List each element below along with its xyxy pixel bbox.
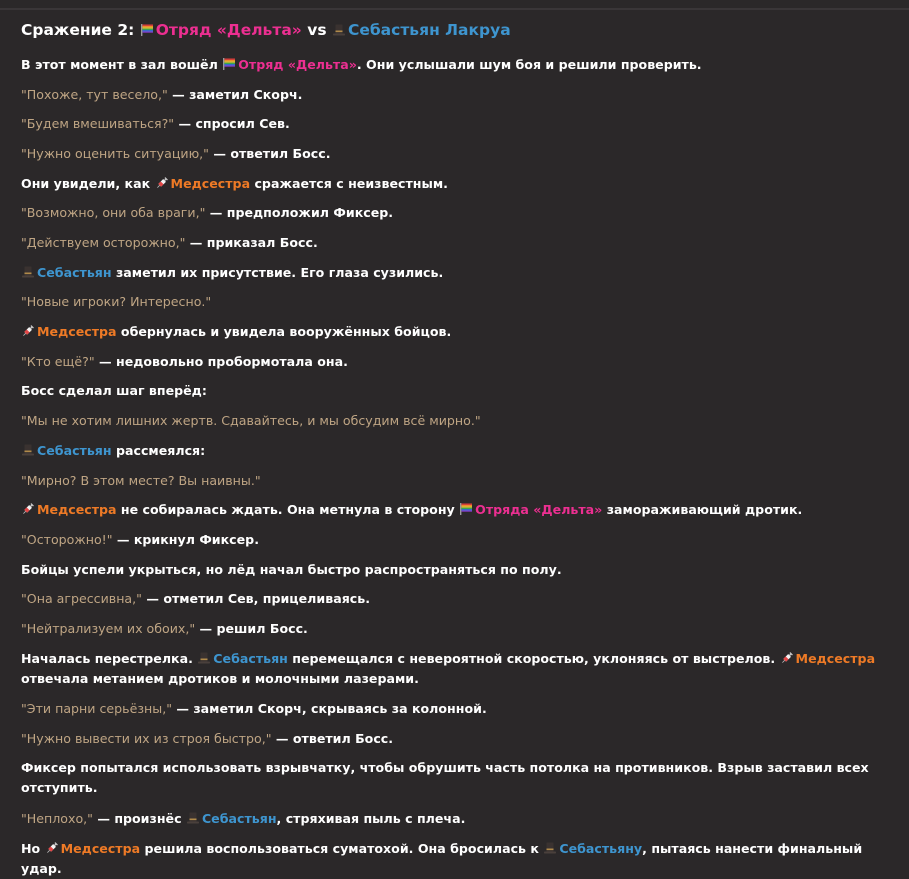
battle-number: Сражение 2: — [21, 21, 135, 39]
sebastian-name: Себастьян Лакруа — [347, 21, 511, 39]
log-line — [21, 530, 893, 550]
log-line — [21, 619, 893, 639]
quote-text: "Возможно, они оба враги," — [21, 205, 206, 220]
log-line — [21, 352, 893, 372]
sebastian-name: Себастьян — [213, 651, 288, 666]
quote-text: "Кто ещё?" — [21, 354, 95, 369]
log-text: — предположил Фиксер. — [205, 205, 394, 220]
log-line — [21, 758, 893, 798]
quote-text: "Будем вмешиваться?" — [21, 116, 175, 131]
top-hat-icon — [543, 841, 557, 855]
log-text: решила воспользоваться суматохой. Она бросилась к — [140, 841, 539, 856]
log-text: — недовольно пробормотала она. — [94, 354, 348, 369]
sebastian-name: Себастьян — [37, 265, 112, 280]
log-line — [21, 85, 893, 105]
log-line — [21, 699, 893, 719]
battle-log — [21, 19, 893, 876]
log-text: Бойцы успели укрыться, но лёд начал быстро распространяться по полу. — [21, 562, 562, 577]
nurse-name: Медсестра — [60, 841, 141, 856]
log-text: отвечала метанием дротиков и молочными лазерами. — [21, 671, 419, 686]
log-line — [21, 292, 893, 312]
log-line — [21, 55, 893, 75]
log-text: Фиксер попытался использовать взрывчатку, чтобы обрушить часть потолка на противников. Взрыв заставил всех отступить. — [21, 760, 869, 795]
log-text: не собиралась ждать. Она метнула в сторону — [116, 502, 455, 517]
log-line — [21, 203, 893, 223]
team-delta-name: Отряд «Дельта» — [238, 57, 357, 72]
sebastian-name: Себастьян — [37, 443, 112, 458]
log-line — [21, 729, 893, 749]
rainbow-flag-icon — [140, 23, 154, 37]
top-hat-icon — [197, 651, 211, 665]
top-hat-icon — [21, 265, 35, 279]
log-text: — отметил Сев, прицеливаясь. — [141, 591, 370, 606]
log-text: , пытаясь нанести финальный удар. — [21, 841, 863, 876]
top-divider — [0, 8, 909, 10]
log-text: Но — [21, 841, 41, 856]
log-text: В этот момент в зал вошёл — [21, 57, 218, 72]
battle-heading — [21, 19, 893, 41]
log-line — [21, 839, 893, 879]
syringe-icon — [45, 841, 59, 855]
team-delta-name: Отряда «Дельта» — [475, 502, 603, 517]
log-line — [21, 263, 893, 283]
quote-text: "Новые игроки? Интересно." — [21, 294, 212, 309]
log-line — [21, 809, 893, 829]
top-hat-icon — [21, 443, 35, 457]
quote-text: "Нужно вывести их из строя быстро," — [21, 731, 272, 746]
syringe-icon — [155, 176, 169, 190]
log-line — [21, 322, 893, 342]
log-text: — заметил Скорч, скрываясь за колонной. — [171, 701, 487, 716]
log-text: замораживающий дротик. — [602, 502, 803, 517]
syringe-icon — [21, 324, 35, 338]
log-line — [21, 233, 893, 253]
syringe-icon — [21, 502, 35, 516]
nurse-name: Медсестра — [170, 176, 251, 191]
log-line — [21, 381, 893, 401]
log-text: обернулась и увидела вооружённых бойцов. — [116, 324, 452, 339]
rainbow-flag-icon — [222, 57, 236, 71]
log-text: . Они услышали шум боя и решили проверить. — [356, 57, 702, 72]
log-line — [21, 114, 893, 134]
log-text: сражается с неизвестным. — [250, 176, 448, 191]
log-line — [21, 441, 893, 461]
log-text: — спросил Сев. — [174, 116, 290, 131]
sebastian-name: Себастьян — [201, 811, 277, 826]
log-line — [21, 500, 893, 520]
nurse-name: Медсестра — [795, 651, 876, 666]
quote-text: "Она агрессивна," — [21, 591, 142, 606]
sebastian-name: Себастьяну — [559, 841, 643, 856]
log-text: перемещался с невероятной скоростью, уклоняясь от выстрелов. — [287, 651, 776, 666]
log-line — [21, 649, 893, 689]
log-text: — ответил Босс. — [208, 146, 331, 161]
log-text: Началась перестрелка. — [21, 651, 193, 666]
syringe-icon — [780, 651, 794, 665]
log-line — [21, 589, 893, 609]
log-text: Они увидели, как — [21, 176, 151, 191]
quote-text: "Действуем осторожно," — [21, 235, 186, 250]
top-hat-icon — [186, 811, 200, 825]
top-hat-icon — [332, 23, 346, 37]
log-line — [21, 174, 893, 194]
quote-text: "Мирно? В этом месте? Вы наивны." — [21, 473, 261, 488]
nurse-name: Медсестра — [37, 502, 117, 517]
log-text: — решил Босс. — [195, 621, 308, 636]
log-text: — ответил Босс. — [271, 731, 394, 746]
quote-text: "Нейтрализуем их обоих," — [21, 621, 196, 636]
quote-text: "Нужно оценить ситуацию," — [21, 146, 209, 161]
log-text: — произнёс — [92, 811, 182, 826]
quote-text: "Неплохо," — [21, 811, 93, 826]
quote-text: "Осторожно!" — [21, 532, 113, 547]
log-text: Босс сделал шаг вперёд: — [21, 383, 207, 398]
log-text: — заметил Скорч. — [167, 87, 303, 102]
log-line — [21, 411, 893, 431]
quote-text: "Эти парни серьёзны," — [21, 701, 172, 716]
quote-text: "Мы не хотим лишних жертв. Сдавайтесь, и мы обсудим всё мирно." — [21, 413, 481, 428]
team-delta-name: Отряд «Дельта» — [155, 21, 302, 39]
log-text: рассмеялся: — [111, 443, 206, 458]
log-line — [21, 471, 893, 491]
log-text: , стряхивая пыль с плеча. — [276, 811, 466, 826]
rainbow-flag-icon — [459, 502, 473, 516]
log-text: — приказал Босс. — [185, 235, 318, 250]
log-text: заметил их присутствие. Его глаза сузились. — [111, 265, 444, 280]
log-line — [21, 144, 893, 164]
nurse-name: Медсестра — [37, 324, 117, 339]
vs-label: vs — [307, 21, 327, 39]
log-line — [21, 560, 893, 580]
log-text: — крикнул Фиксер. — [112, 532, 259, 547]
quote-text: "Похоже, тут весело," — [21, 87, 168, 102]
